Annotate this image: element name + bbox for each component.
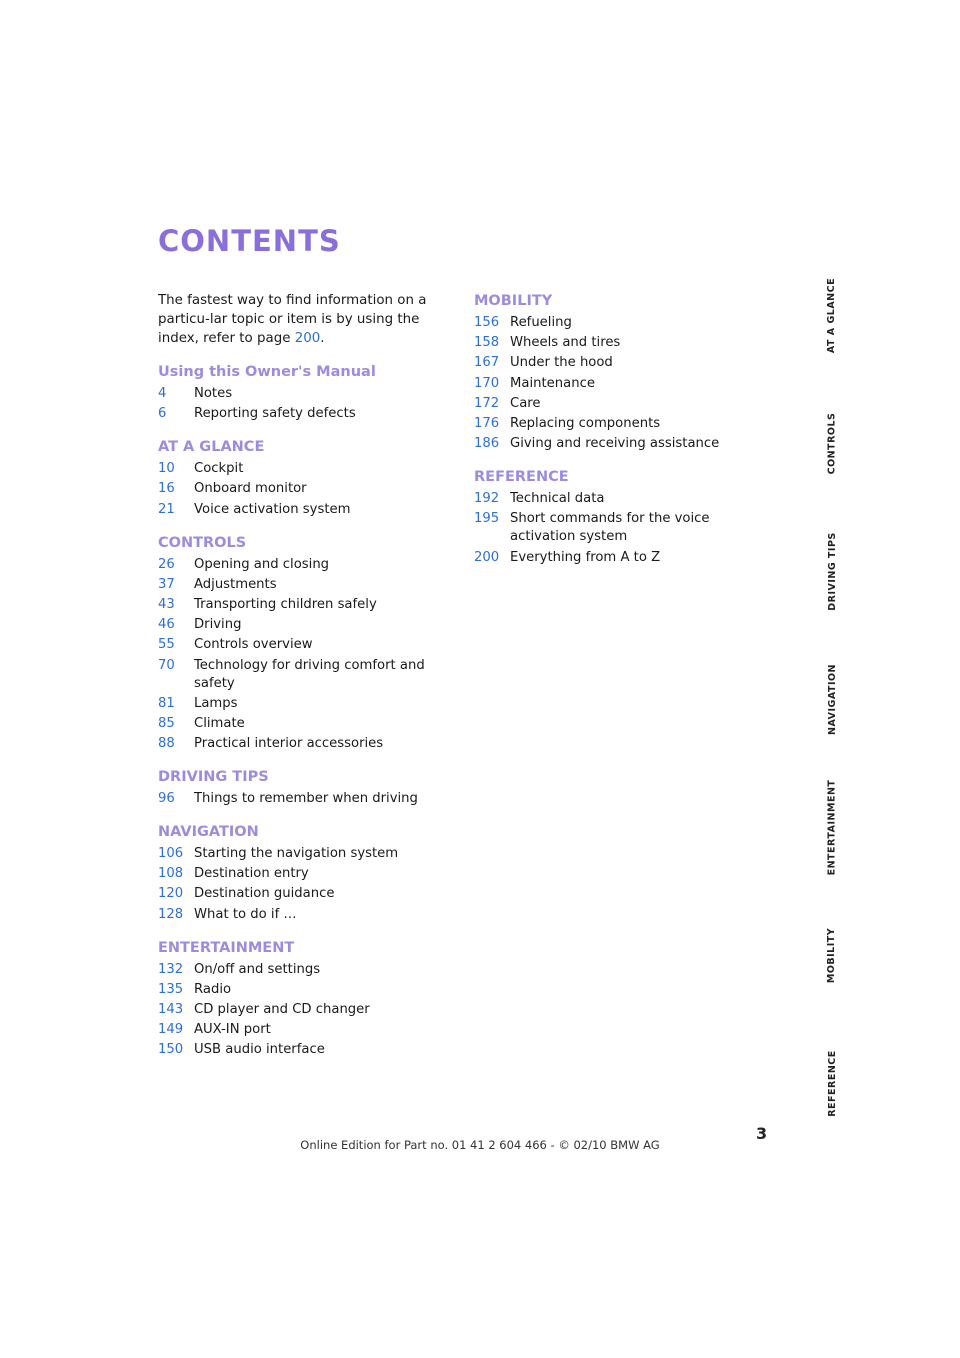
intro-text: The fastest way to find information on a particu-lar topic or item is by using the index, refer to page — [158, 293, 427, 346]
toc-page-link[interactable]: 176 — [474, 415, 500, 431]
toc-page-link[interactable]: 108 — [158, 866, 184, 882]
toc-page-link[interactable]: 149 — [158, 1022, 184, 1038]
toc-entry[interactable] — [158, 981, 463, 999]
toc-entry[interactable] — [158, 636, 463, 654]
toc-page-link[interactable]: 132 — [158, 961, 184, 977]
page-title: CONTENTS — [158, 224, 341, 258]
toc-entry-title: Lamps — [194, 695, 238, 711]
toc-entry[interactable] — [158, 480, 463, 498]
section-driving-tips — [158, 767, 463, 808]
toc-entry[interactable] — [474, 334, 779, 352]
toc-page-link[interactable]: 158 — [474, 335, 500, 351]
toc-entry-title: Starting the navigation system — [194, 846, 399, 862]
side-tab-at-a-glance[interactable] — [822, 256, 842, 374]
toc-entry[interactable] — [158, 460, 463, 478]
intro-text-end: . — [320, 331, 325, 346]
toc-page-link[interactable]: 26 — [158, 556, 175, 572]
toc-entry-title: Cockpit — [194, 461, 244, 477]
toc-entry[interactable] — [474, 490, 779, 508]
toc-entry-title: Giving and receiving assistance — [510, 436, 720, 452]
section-heading: Using this Owner's Manual — [158, 364, 376, 380]
toc-page-link[interactable]: 120 — [158, 886, 184, 902]
side-tab-label: ENTERTAINMENT — [826, 779, 838, 875]
toc-entry[interactable] — [158, 576, 463, 594]
toc-page-link[interactable]: 4 — [158, 386, 167, 401]
toc-entry-title: Replacing components — [510, 415, 661, 431]
section-heading: ENTERTAINMENT — [158, 939, 295, 956]
toc-entry[interactable] — [158, 790, 463, 808]
toc-entry[interactable] — [158, 1041, 463, 1059]
section-heading: REFERENCE — [474, 469, 569, 486]
index-page-link[interactable]: 200 — [294, 331, 321, 346]
section-heading: CONTROLS — [158, 534, 247, 551]
intro-paragraph — [158, 291, 458, 348]
toc-page-link[interactable]: 70 — [158, 657, 175, 673]
toc-page-link[interactable]: 46 — [158, 617, 175, 633]
toc-entry-title: Climate — [194, 715, 245, 731]
toc-page-link[interactable]: 106 — [158, 846, 184, 862]
side-tab-reference[interactable] — [822, 1024, 842, 1142]
toc-entry[interactable] — [474, 549, 779, 567]
toc-entry[interactable] — [474, 435, 779, 453]
toc-entry[interactable] — [158, 735, 463, 753]
toc-entry[interactable] — [158, 865, 463, 883]
section-entertainment — [158, 938, 463, 1060]
section-heading: MOBILITY — [474, 293, 553, 309]
contents-left-column — [158, 362, 463, 1073]
toc-page-link[interactable]: 21 — [158, 501, 175, 517]
section-navigation — [158, 822, 463, 924]
toc-entry-title: Voice activation system — [194, 501, 351, 517]
toc-entry-title: On/off and settings — [194, 961, 321, 977]
side-tab-driving-tips[interactable] — [822, 512, 842, 630]
toc-entry[interactable] — [158, 405, 463, 423]
toc-entry-title: Destination guidance — [194, 886, 335, 902]
toc-entry[interactable] — [158, 845, 463, 863]
toc-entry-title: Notes — [194, 386, 233, 401]
toc-page-link[interactable]: 186 — [474, 436, 500, 452]
toc-entry[interactable] — [158, 1001, 463, 1019]
toc-page-link[interactable]: 150 — [158, 1042, 184, 1058]
toc-entry[interactable] — [158, 616, 463, 634]
toc-entry[interactable] — [474, 510, 779, 546]
toc-entry-title: Everything from A to Z — [510, 549, 661, 565]
toc-entry-title: Maintenance — [510, 375, 595, 391]
toc-page-link[interactable]: 10 — [158, 461, 175, 477]
side-tab-label: AT A GLANCE — [826, 277, 838, 353]
toc-entry[interactable] — [474, 354, 779, 372]
toc-page-link[interactable]: 200 — [474, 549, 500, 565]
toc-entry[interactable] — [158, 1021, 463, 1039]
toc-page-link[interactable]: 16 — [158, 481, 175, 497]
toc-page-link[interactable]: 192 — [474, 491, 500, 507]
chapter-side-tabs — [822, 256, 842, 1117]
toc-entry[interactable] — [158, 556, 463, 574]
toc-entry-title: Adjustments — [194, 576, 277, 592]
toc-entry-title: Things to remember when driving — [194, 791, 418, 807]
toc-entry[interactable] — [158, 596, 463, 614]
toc-page-link[interactable]: 81 — [158, 695, 175, 711]
toc-entry-title: Transporting children safely — [194, 596, 377, 612]
contents-right-column — [474, 291, 779, 581]
toc-entry-title: CD player and CD changer — [194, 1002, 370, 1017]
side-tab-entertainment[interactable] — [822, 768, 842, 886]
section-heading: AT A GLANCE — [158, 439, 265, 456]
toc-entry-title: Controls overview — [194, 637, 313, 653]
section-using-this-owner-s-manual — [158, 362, 463, 423]
toc-page-link[interactable]: 170 — [474, 375, 500, 391]
side-tab-label: NAVIGATION — [826, 663, 838, 735]
toc-entry-title: Short commands for the voice activation system — [510, 511, 710, 545]
toc-entry[interactable] — [474, 415, 779, 433]
toc-entry-title: Practical interior accessories — [194, 736, 384, 752]
toc-entry[interactable] — [158, 695, 463, 713]
toc-entry[interactable] — [158, 501, 463, 519]
toc-page-link[interactable]: 135 — [158, 981, 184, 997]
side-tab-navigation[interactable] — [822, 640, 842, 758]
toc-page-link[interactable]: 96 — [158, 791, 175, 807]
footer-edition-note: Online Edition for Part no. 01 41 2 604 466 - © 02/10 BMW AG — [300, 1138, 660, 1152]
toc-page-link[interactable]: 195 — [474, 511, 500, 527]
toc-entry[interactable] — [158, 961, 463, 979]
toc-entry-title: Technical data — [510, 491, 605, 507]
side-tab-label: CONTROLS — [826, 412, 838, 474]
toc-page-link[interactable]: 85 — [158, 715, 175, 731]
toc-page-link[interactable]: 156 — [474, 315, 500, 330]
toc-page-link[interactable]: 128 — [158, 906, 184, 922]
toc-entry[interactable] — [158, 715, 463, 733]
toc-entry-title: Reporting safety defects — [194, 406, 356, 422]
toc-entry[interactable] — [474, 314, 779, 332]
section-controls — [158, 533, 463, 754]
side-tab-mobility[interactable] — [822, 896, 842, 1014]
toc-entry-title: What to do if … — [194, 906, 297, 922]
toc-entry[interactable] — [158, 385, 463, 403]
side-tab-label: REFERENCE — [826, 1049, 838, 1117]
toc-entry-title: Wheels and tires — [510, 335, 621, 351]
toc-page-link[interactable]: 88 — [158, 736, 175, 752]
toc-entry-title: Technology for driving comfort and safety — [194, 657, 425, 691]
toc-page-link[interactable]: 167 — [474, 355, 500, 371]
side-tab-controls[interactable] — [822, 384, 842, 502]
toc-entry-title: Driving — [194, 617, 242, 633]
toc-page-link[interactable]: 6 — [158, 406, 167, 422]
page-number: 3 — [756, 1124, 768, 1143]
toc-entry-title: Onboard monitor — [194, 481, 307, 497]
section-mobility — [474, 291, 779, 453]
toc-entry-title: Radio — [194, 981, 232, 997]
toc-page-link[interactable]: 43 — [158, 596, 175, 612]
toc-entry-title: USB audio interface — [194, 1042, 325, 1058]
section-heading: DRIVING TIPS — [158, 769, 269, 786]
side-tab-label: DRIVING TIPS — [826, 531, 838, 611]
section-heading: NAVIGATION — [158, 824, 259, 841]
toc-page-link[interactable]: 55 — [158, 637, 175, 653]
toc-page-link[interactable]: 143 — [158, 1002, 184, 1017]
toc-entry[interactable] — [474, 375, 779, 393]
side-tab-label: MOBILITY — [826, 927, 838, 983]
toc-page-link[interactable]: 172 — [474, 395, 500, 411]
toc-page-link[interactable]: 37 — [158, 576, 175, 592]
toc-entry[interactable] — [158, 885, 463, 903]
toc-entry[interactable] — [158, 906, 463, 924]
toc-entry-title: Opening and closing — [194, 556, 330, 572]
toc-entry-title: Under the hood — [510, 355, 613, 371]
toc-entry-title: Destination entry — [194, 866, 309, 882]
toc-entry-title: Refueling — [510, 315, 572, 330]
toc-entry[interactable] — [474, 395, 779, 413]
section-reference — [474, 467, 779, 566]
toc-entry-title: Care — [510, 395, 541, 411]
section-at-a-glance — [158, 437, 463, 518]
toc-entry[interactable] — [158, 657, 463, 693]
toc-entry-title: AUX-IN port — [194, 1022, 271, 1038]
